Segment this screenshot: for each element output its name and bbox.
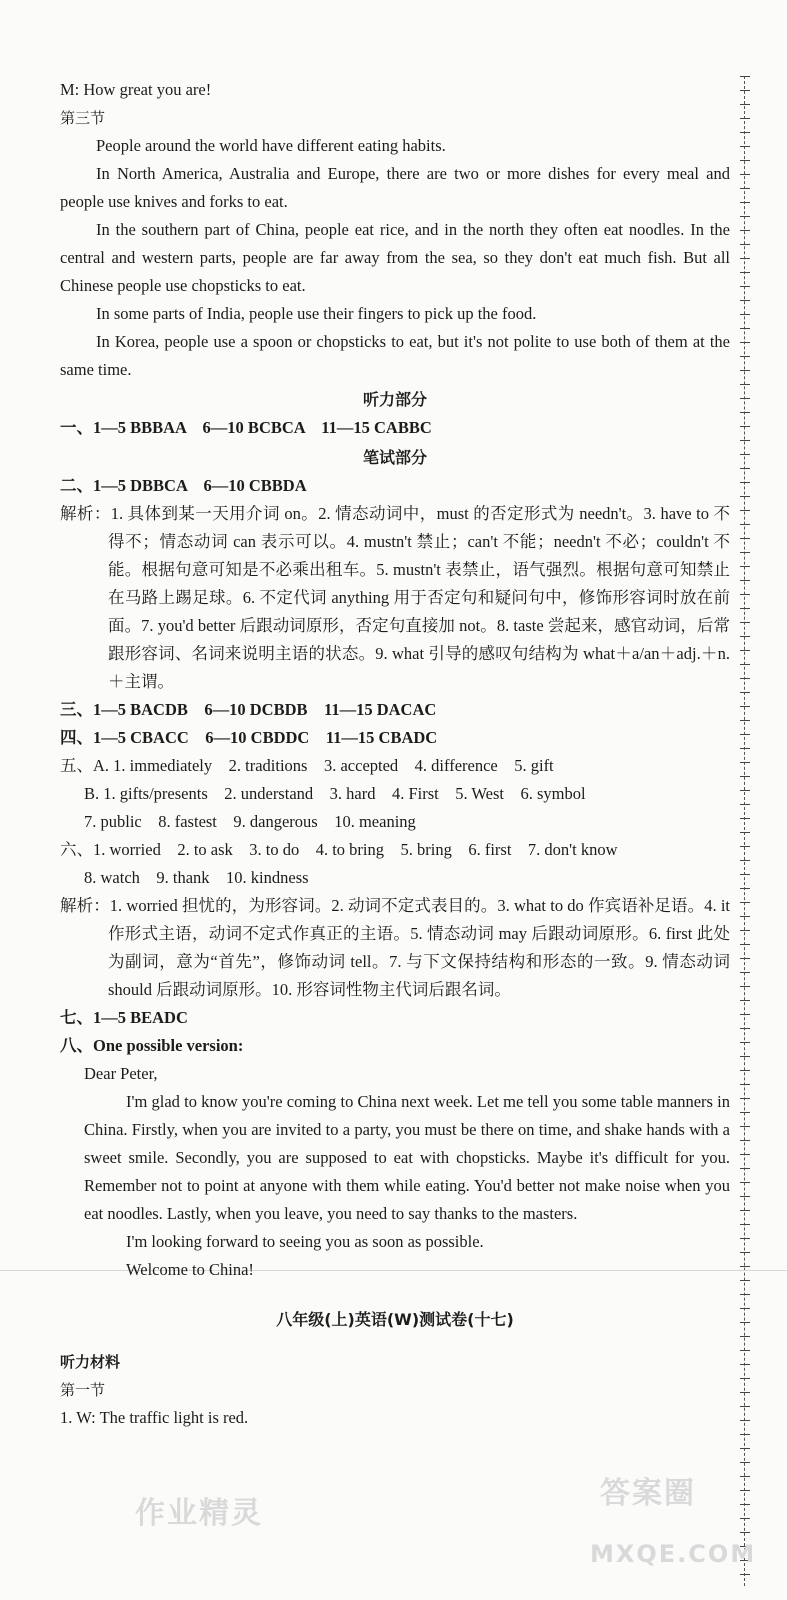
binding-tick — [740, 580, 750, 581]
binding-tick — [740, 1392, 750, 1393]
answer-page — [60, 76, 730, 1432]
paragraph: In some parts of India, people use their fingers to pick up the food. — [96, 304, 537, 323]
binding-tick — [740, 426, 750, 427]
answer-line: 二、1—5 DBBCA 6—10 CBBDA — [60, 476, 307, 495]
binding-tick — [740, 1406, 750, 1407]
paragraph: In the southern part of China, people eat rice, and in the north they often eat noodles. In the central and western parts, people are far away from the sea, so they don't eat much fish. But all Chinese people use chopsticks to eat. — [60, 220, 730, 295]
binding-tick — [740, 720, 750, 721]
binding-tick — [740, 1322, 750, 1323]
binding-tick — [740, 76, 750, 77]
binding-tick — [740, 1000, 750, 1001]
binding-tick — [740, 1448, 750, 1449]
binding-tick — [740, 902, 750, 903]
explanation: 解析：1. worried 担忧的，为形容词。2. 动词不定式表目的。3. what to do 作宾语补足语。4. it 作形式主语，动词不定式作真正的主语。5. 情态动词 may 后跟动词原形。6. first 此处为副词，意为“首先”，修饰动词 tell。7. 与下文保持结构和形态的一致。9. 情态动词 should 后跟动词原形。10. 形容词性物主代词后跟名词。 — [60, 896, 730, 999]
answer-line: 三、1—5 BACDB 6—10 DCBDB 11—15 DACAC — [60, 700, 437, 719]
binding-tick — [740, 174, 750, 175]
binding-tick — [740, 1518, 750, 1519]
letter-line: I'm looking forward to seeing you as soon as possible. — [126, 1232, 484, 1251]
binding-tick — [740, 1308, 750, 1309]
binding-tick — [740, 1490, 750, 1491]
binding-tick — [740, 244, 750, 245]
binding-tick — [740, 972, 750, 973]
binding-tick — [740, 272, 750, 273]
answer-line: 7. public 8. fastest 9. dangerous 10. meaning — [84, 812, 416, 831]
binding-tick — [740, 958, 750, 959]
binding-tick — [740, 608, 750, 609]
answer-line: 八、One possible version: — [60, 1036, 244, 1055]
answer-line: 四、1—5 CBACC 6—10 CBDDC 11—15 CBADC — [60, 728, 438, 747]
binding-tick — [740, 1574, 750, 1575]
binding-tick — [740, 1224, 750, 1225]
binding-tick — [740, 930, 750, 931]
binding-tick — [740, 1336, 750, 1337]
binding-tick — [740, 1504, 750, 1505]
answer-line: B. 1. gifts/presents 2. understand 3. hard 4. First 5. West 6. symbol — [84, 784, 586, 803]
binding-tick — [740, 874, 750, 875]
binding-tick — [740, 748, 750, 749]
watermark-logo: 答案圈 — [600, 1476, 696, 1511]
section-heading-listening: 听力部分 — [362, 390, 427, 409]
section-label: 第一节 — [60, 1381, 106, 1399]
binding-tick — [740, 1154, 750, 1155]
binding-tick — [740, 1056, 750, 1057]
binding-tick — [740, 734, 750, 735]
binding-tick — [740, 398, 750, 399]
binding-tick — [740, 1294, 750, 1295]
binding-tick — [740, 286, 750, 287]
paragraph: People around the world have different eating habits. — [96, 136, 446, 155]
answer-line: 七、1—5 BEADC — [60, 1008, 188, 1027]
section-label: 听力材料 — [60, 1353, 121, 1371]
binding-tick — [740, 342, 750, 343]
watermark-text: 作业精灵 — [135, 1496, 263, 1531]
binding-tick — [740, 818, 750, 819]
binding-tick — [740, 468, 750, 469]
binding-tick — [740, 1140, 750, 1141]
binding-tick — [740, 566, 750, 567]
binding-tick — [740, 314, 750, 315]
binding-tick — [740, 510, 750, 511]
binding-tick — [740, 1168, 750, 1169]
binding-tick — [740, 1252, 750, 1253]
section-heading-written: 笔试部分 — [362, 448, 427, 467]
binding-line — [744, 76, 747, 1586]
dialogue-line: M: How great you are! — [60, 80, 212, 99]
binding-tick — [740, 1378, 750, 1379]
answer-line: 8. watch 9. thank 10. kindness — [84, 868, 309, 887]
binding-tick — [740, 216, 750, 217]
binding-tick — [740, 664, 750, 665]
binding-tick — [740, 846, 750, 847]
binding-tick — [740, 650, 750, 651]
binding-tick — [740, 1210, 750, 1211]
binding-tick — [740, 986, 750, 987]
binding-tick — [740, 832, 750, 833]
binding-tick — [740, 1182, 750, 1183]
binding-tick — [740, 146, 750, 147]
binding-tick — [740, 1238, 750, 1239]
binding-tick — [740, 1350, 750, 1351]
binding-tick — [740, 804, 750, 805]
binding-tick — [740, 188, 750, 189]
binding-tick — [740, 300, 750, 301]
answer-line: 五、A. 1. immediately 2. traditions 3. accepted 4. difference 5. gift — [60, 756, 554, 775]
binding-tick — [740, 1196, 750, 1197]
answer-line: 六、1. worried 2. to ask 3. to do 4. to bring 5. bring 6. first 7. don't know — [60, 840, 618, 859]
binding-tick — [740, 118, 750, 119]
letter-closing: Welcome to China! — [126, 1260, 254, 1279]
section-label: 第三节 — [60, 109, 106, 127]
binding-tick — [740, 1532, 750, 1533]
binding-tick — [740, 860, 750, 861]
binding-tick — [740, 1042, 750, 1043]
binding-tick — [740, 706, 750, 707]
binding-tick — [740, 1462, 750, 1463]
binding-tick — [740, 1112, 750, 1113]
binding-tick — [740, 1084, 750, 1085]
binding-tick — [740, 776, 750, 777]
paragraph: In Korea, people use a spoon or chopsticks to eat, but it's not polite to use both of them at the same time. — [60, 332, 730, 379]
watermark-url: MXQE.COM — [590, 1540, 757, 1568]
binding-tick — [740, 160, 750, 161]
binding-tick — [740, 762, 750, 763]
binding-tick — [740, 538, 750, 539]
binding-tick — [740, 104, 750, 105]
binding-tick — [740, 454, 750, 455]
binding-tick — [740, 1420, 750, 1421]
binding-tick — [740, 622, 750, 623]
paragraph: In North America, Australia and Europe, there are two or more dishes for every meal and people use knives and forks to eat. — [60, 164, 730, 211]
binding-tick — [740, 496, 750, 497]
binding-tick — [740, 944, 750, 945]
binding-tick — [740, 90, 750, 91]
sample-letter — [60, 1060, 730, 1284]
binding-tick — [740, 412, 750, 413]
binding-tick — [740, 1266, 750, 1267]
binding-tick — [740, 1434, 750, 1435]
binding-tick — [740, 384, 750, 385]
binding-tick — [740, 132, 750, 133]
test-title: 八年级(上)英语(W)测试卷(十七) — [276, 1310, 514, 1329]
binding-tick — [740, 1364, 750, 1365]
binding-tick — [740, 594, 750, 595]
binding-tick — [740, 790, 750, 791]
letter-greeting: Dear Peter, — [84, 1064, 158, 1083]
binding-tick — [740, 692, 750, 693]
binding-tick — [740, 230, 750, 231]
binding-tick — [740, 202, 750, 203]
binding-tick — [740, 636, 750, 637]
binding-tick — [740, 1476, 750, 1477]
binding-tick — [740, 1098, 750, 1099]
answer-line: 一、1—5 BBBAA 6—10 BCBCA 11—15 CABBC — [60, 418, 432, 437]
explanation: 解析：1. 具体到某一天用介词 on。2. 情态动词中，must 的否定形式为 needn't。3. have to 不得不；情态动词 can 表示可以。4. mustn't 禁止；can't 不能；needn't 不必；couldn't 不能。根据句意可知是不必乘出租车。5. mustn't 表禁止，语气强烈。根据句意可知禁止在马路上踢足球。6. 不定代词 anything 用于否定句和疑问句中，修饰形容词时放在前面。7. you'd better 后跟动词原形，否定句直接加 not。8. taste 尝起来，感官动词，后常跟形容词、名词来说明主语的状态。9. what 引导的感叹句结构为 what＋a/an＋adj.＋n.＋主谓。 — [60, 504, 730, 691]
binding-tick — [740, 1014, 750, 1015]
binding-tick — [740, 482, 750, 483]
binding-tick — [740, 1280, 750, 1281]
binding-tick — [740, 328, 750, 329]
binding-tick — [740, 524, 750, 525]
binding-tick — [740, 552, 750, 553]
binding-tick — [740, 440, 750, 441]
letter-body: I'm glad to know you're coming to China next week. Let me tell you some table manners in China. Firstly, when you are invited to a party, you must be there on time, and shake hands with a sweet smile. Secondly, you are supposed to eat with chopsticks. Maybe it's difficult for you. Remember not to point at anyone with them while eating. You'd better not make noise when you eat noodles. Lastly, when you leave, you need to say thanks to the masters. — [84, 1092, 730, 1223]
binding-tick — [740, 356, 750, 357]
binding-tick — [740, 258, 750, 259]
binding-tick — [740, 1028, 750, 1029]
binding-tick — [740, 678, 750, 679]
binding-tick — [740, 1070, 750, 1071]
dialogue-line: 1. W: The traffic light is red. — [60, 1408, 249, 1427]
binding-tick — [740, 1126, 750, 1127]
binding-tick — [740, 916, 750, 917]
binding-tick — [740, 888, 750, 889]
binding-tick — [740, 370, 750, 371]
